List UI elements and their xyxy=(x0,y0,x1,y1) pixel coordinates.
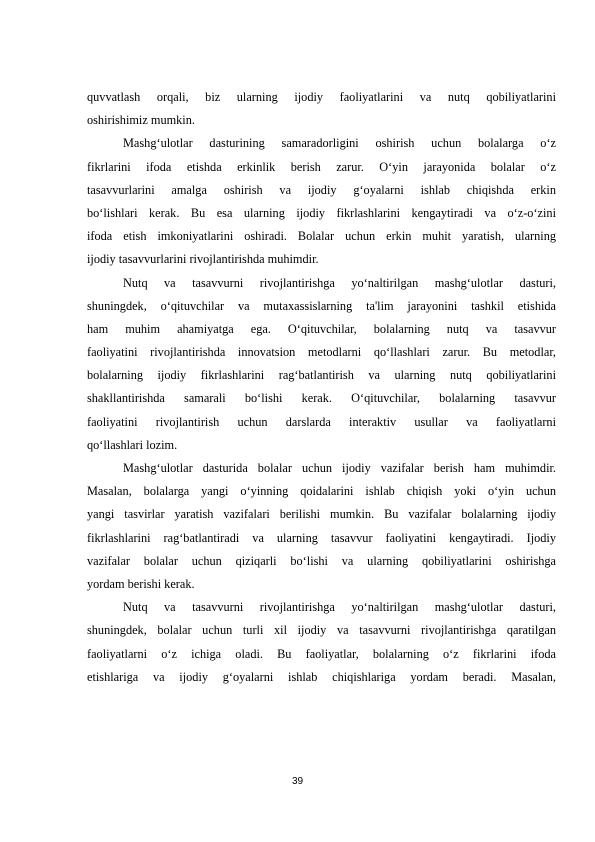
text-line: shuningdek, o‘qituvchilar va mutaxassislarning ta'lim jarayonini tashkil etishida xyxy=(87,298,556,313)
text-line: yangi tasvirlar yaratish vazifalari berilishi mumkin. Bu vazifalar bolalarning ijodiy xyxy=(87,507,556,522)
text-line: shakllantirishda samarali bo‘lishi kerak. O‘qituvchilar, bolalarning tasavvur xyxy=(87,391,556,406)
paragraph xyxy=(87,457,556,596)
paragraph xyxy=(87,596,556,689)
text-line: qo‘llashlari lozim. xyxy=(87,437,178,452)
text-line: etishlariga va ijodiy g‘oyalarni ishlab chiqishlariga yordam beradi. Masalan, xyxy=(87,669,556,684)
text-line: Nutq va tasavvurni rivojlantirishga yo‘naltirilgan mashg‘ulotlar dasturi, xyxy=(123,600,556,615)
document-body xyxy=(87,86,556,689)
text-line: faoliyatini rivojlantirish uchun darslarda interaktiv usullar va faoliyatlarni xyxy=(87,414,556,429)
text-line: fikrlashlarini rag‘batlantiradi va ularning tasavvur faoliyatini kengaytiradi. Ijodiy xyxy=(87,530,556,545)
text-line: oshirishimiz mumkin. xyxy=(87,113,195,128)
text-line: ijodiy tasavvurlarini rivojlantirishda muhimdir. xyxy=(87,252,319,267)
text-line: bo‘lishlari kerak. Bu esa ularning ijodiy fikrlashlarini kengaytiradi va o‘z-o‘zini xyxy=(87,205,556,220)
text-line: shuningdek, bolalar uchun turli xil ijodiy va tasavvurni rivojlantirishga qaratilgan xyxy=(87,623,556,638)
text-line: tasavvurlarini amalga oshirish va ijodiy g‘oyalarni ishlab chiqishda erkin xyxy=(87,182,556,197)
paragraph xyxy=(87,86,556,132)
text-line: vazifalar bolalar uchun qiziqarli bo‘lishi va ularning qobiliyatlarini oshirishga xyxy=(87,553,556,568)
text-line: fikrlarini ifoda etishda erkinlik berish zarur. O‘yin jarayonida bolalar o‘z xyxy=(87,159,556,174)
text-line: quvvatlash orqali, biz ularning ijodiy faoliyatlarini va nutq qobiliyatlarini xyxy=(87,90,556,104)
text-line: yordam berishi kerak. xyxy=(87,576,195,591)
text-line: Mashg‘ulotlar dasturida bolalar uchun ijodiy vazifalar berish ham muhimdir. xyxy=(123,461,556,475)
text-line: bolalarning ijodiy fikrlashlarini rag‘batlantirish va ularning nutq qobiliyatlarini xyxy=(87,368,556,383)
text-line: ifoda etish imkoniyatlarini oshiradi. Bolalar uchun erkin muhit yaratish, ularning xyxy=(87,229,556,244)
text-line: faoliyatlarni o‘z ichiga oladi. Bu faoliyatlar, bolalarning o‘z fikrlarini ifoda xyxy=(87,646,556,661)
text-line: ham muhim ahamiyatga ega. O‘qituvchilar, bolalarning nutq va tasavvur xyxy=(87,321,556,336)
text-line: faoliyatini rivojlantirishda innovatsion metodlarni qo‘llashlari zarur. Bu metodlar, xyxy=(87,345,556,360)
text-line: Mashg‘ulotlar dasturining samaradorligini oshirish uchun bolalarga o‘z xyxy=(123,136,556,151)
paragraph xyxy=(87,132,556,271)
page-number: 39 xyxy=(291,776,304,787)
paragraph xyxy=(87,272,556,458)
text-line: Nutq va tasavvurni rivojlantirishga yo‘naltirilgan mashg‘ulotlar dasturi, xyxy=(123,275,556,290)
text-line: Masalan, bolalarga yangi o‘yinning qoidalarini ishlab chiqish yoki o‘yin uchun xyxy=(87,484,556,499)
